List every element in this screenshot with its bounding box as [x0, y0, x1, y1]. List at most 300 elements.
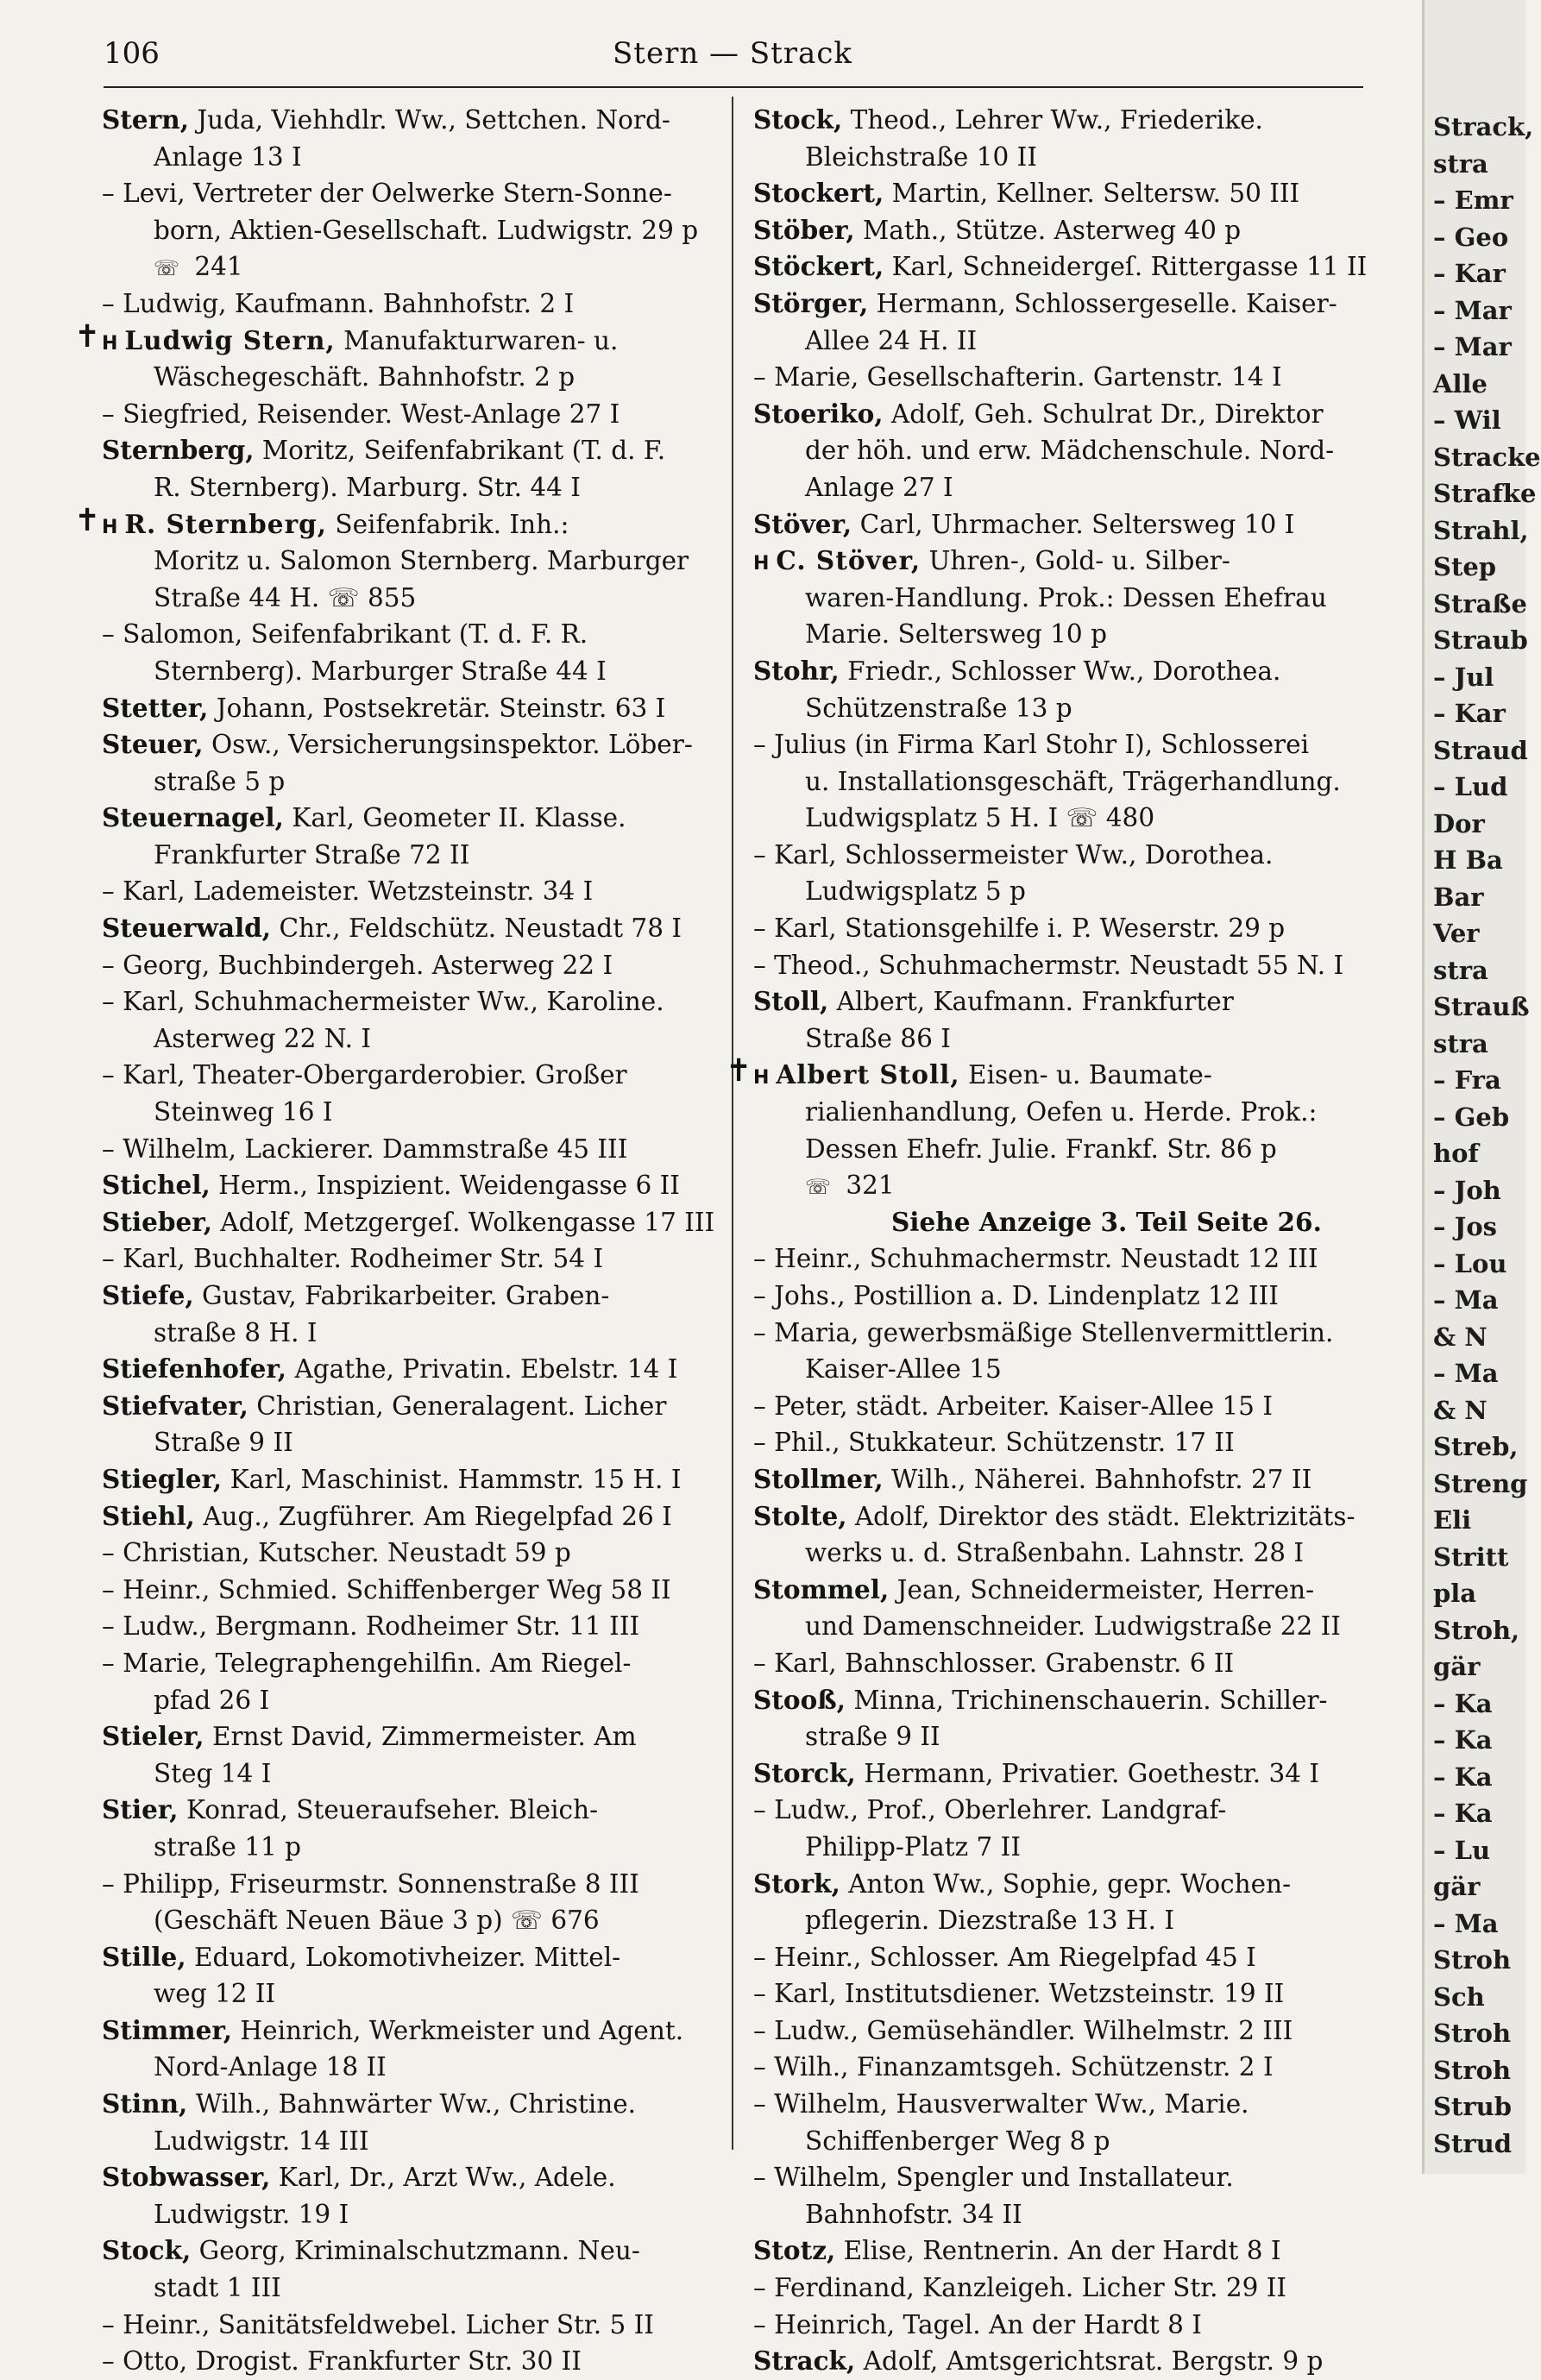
entry-text: Ernst David, Zimmermeister. Am	[204, 1722, 637, 1752]
register-mark: H	[753, 553, 770, 575]
gutter-fragment: hof	[1433, 1139, 1479, 1168]
entry-text: – Wilhelm, Hausverwalter Ww., Marie.	[753, 2089, 1249, 2119]
directory-entry-line	[102, 543, 725, 580]
entry-text: pfad 26 I	[154, 1685, 270, 1715]
directory-entry-line	[102, 359, 725, 396]
entry-text: weg 12 II	[154, 1979, 276, 2009]
directory-entry-line	[753, 1572, 1357, 1609]
directory-entry-line	[753, 1094, 1357, 1131]
gutter-fragment: – Jul	[1433, 662, 1494, 692]
entry-surname: Steuernagel,	[102, 802, 284, 833]
gutter-fragment: & N	[1433, 1322, 1488, 1352]
entry-text: Anlage 27 I	[805, 472, 953, 502]
directory-entry-line	[753, 2013, 1357, 2050]
entry-text: – Peter, städt. Arbeiter. Kaiser-Allee 15 I	[753, 1391, 1273, 1421]
entry-text: – Karl, Theater-Obergarderobier. Großer	[102, 1060, 627, 1090]
entry-text: Herm., Inspizient. Weidengasse 6 II	[210, 1171, 680, 1201]
entry-surname: Stöckert,	[753, 251, 884, 282]
directory-entry-line	[753, 653, 1357, 690]
entry-text: Friedr., Schlosser Ww., Dorothea.	[839, 656, 1281, 686]
directory-entry-line	[102, 1498, 725, 1535]
entry-text: – Georg, Buchbindergeh. Asterweg 22 I	[102, 950, 613, 980]
entry-text: Aug., Zugführer. Am Riegelpfad 26 I	[194, 1501, 672, 1531]
entry-surname: Stiehl,	[102, 1500, 195, 1531]
entry-text: Bleichstraße 10 II	[805, 141, 1037, 172]
entry-text: – Phil., Stukkateur. Schützenstr. 17 II	[753, 1428, 1235, 1458]
entry-text: werks u. d. Straßenbahn. Lahnstr. 28 I	[805, 1538, 1305, 1568]
directory-entry-line	[753, 763, 1357, 801]
directory-entry-line	[102, 2307, 725, 2344]
directory-entry-line	[753, 1939, 1357, 1976]
directory-entry-line	[753, 2343, 1357, 2380]
register-mark: H	[102, 332, 118, 355]
directory-entry-line	[102, 1645, 725, 1682]
directory-entry-line	[753, 580, 1357, 617]
directory-entry-line	[753, 1755, 1357, 1793]
entry-surname: Stock,	[102, 2235, 192, 2266]
directory-entry-line	[102, 1792, 725, 1829]
directory-entry-line	[753, 2270, 1357, 2307]
entry-surname: Stinn,	[102, 2088, 188, 2119]
gutter-fragment: – Wil	[1433, 405, 1501, 435]
entry-text: R. Sternberg). Marburg. Str. 44 I	[154, 472, 581, 502]
gutter-fragment: – Ka	[1433, 1725, 1493, 1755]
entry-text: Steg 14 I	[154, 1758, 272, 1788]
entry-surname: Stöber,	[753, 214, 855, 245]
entry-text: Jean, Schneidermeister, Herren-	[889, 1574, 1315, 1604]
column-divider	[732, 97, 733, 2150]
directory-entry-line	[102, 432, 725, 469]
directory-entry-line	[753, 323, 1357, 360]
gutter-fragment: Bar	[1433, 882, 1484, 912]
gutter-fragment: Stroh	[1433, 2019, 1512, 2048]
directory-entry-line	[102, 983, 725, 1020]
entry-surname: Stockert,	[753, 178, 884, 209]
directory-entry-line	[102, 1131, 725, 1168]
gutter-fragment: gär	[1433, 1652, 1481, 1681]
directory-entry-line	[753, 139, 1357, 176]
gutter-fragment: stra	[1433, 955, 1488, 985]
entry-text: Karl, Maschinist. Hammstr. 15 H. I	[222, 1464, 682, 1494]
entry-surname: Steuerwald,	[102, 913, 272, 944]
telephone-icon: ☏	[805, 1175, 832, 1200]
directory-entry-line	[102, 1424, 725, 1461]
gutter-fragment: Straße	[1433, 588, 1527, 619]
entry-surname: Stimmer,	[102, 2014, 233, 2045]
entry-text: – Ferdinand, Kanzleigeh. Licher Str. 29 II	[753, 2273, 1287, 2303]
gutter-fragment: – Kar	[1433, 259, 1506, 288]
entry-text: Allee 24 H. II	[805, 325, 978, 355]
entry-text: Agathe, Privatin. Ebelstr. 14 I	[286, 1354, 678, 1385]
directory-entry-line	[753, 1278, 1357, 1315]
directory-entry-line	[102, 616, 725, 653]
entry-text: Gustav, Fabrikarbeiter. Graben-	[193, 1281, 610, 1310]
entry-text: u. Installationsgeschäft, Trägerhandlung.	[805, 766, 1341, 796]
directory-entry-line	[753, 726, 1357, 763]
entry-surname: Stolte,	[753, 1500, 847, 1531]
entry-surname: Stiefvater,	[102, 1390, 248, 1421]
entry-text: Minna, Trichinenschauerin. Schiller-	[845, 1685, 1328, 1715]
directory-entry-line	[102, 1094, 725, 1131]
gutter-fragment: Strud	[1433, 2128, 1512, 2158]
directory-entry-line	[753, 102, 1357, 139]
entry-text: Nord-Anlage 18 II	[154, 2052, 387, 2082]
directory-entry-line	[753, 2232, 1357, 2270]
running-head: Stern — Strack	[613, 36, 852, 71]
directory-entry-line	[726, 1053, 1357, 1094]
entry-text: – Heinr., Sanitätsfeldwebel. Licher Str. 5 II	[102, 2309, 654, 2339]
entry-text: Seifenfabrik. Inh.:	[327, 509, 569, 539]
directory-entry-line	[102, 873, 725, 910]
directory-entry-line	[102, 690, 725, 727]
gutter-fragment: Straud	[1433, 735, 1528, 765]
entry-text: Moritz, Seifenfabrikant (T. d. F.	[254, 436, 666, 466]
entry-text: – Christian, Kutscher. Neustadt 59 p	[102, 1538, 571, 1568]
entry-surname: Sternberg,	[102, 435, 255, 466]
gutter-fragment: Streng	[1433, 1468, 1528, 1498]
directory-entry-line	[753, 1866, 1357, 1903]
gutter-fragment: Strub	[1433, 2092, 1512, 2121]
gutter-fragment: Strafke	[1433, 479, 1537, 508]
directory-entry-line	[753, 1461, 1357, 1498]
entry-text: Ludwigsplatz 5 p	[805, 876, 1026, 907]
gutter-fragment: pla	[1433, 1579, 1477, 1608]
directory-entry-line	[102, 2196, 725, 2233]
directory-entry-line	[102, 2232, 725, 2270]
gutter-fragment: Step	[1433, 552, 1497, 581]
directory-entry-line	[102, 1020, 725, 1058]
entry-text: – Karl, Lademeister. Wetzsteinstr. 34 I	[102, 876, 594, 907]
directory-entry-line	[753, 1682, 1357, 1719]
entry-surname: Stieber,	[102, 1206, 212, 1237]
directory-entry-line	[102, 580, 725, 617]
entry-text: Eisen- u. Baumate-	[959, 1060, 1212, 1090]
entry-text: Christian, Generalagent. Licher	[248, 1391, 667, 1421]
directory-entry-line	[102, 175, 725, 212]
entry-text: – Karl, Stationsgehilfe i. P. Weserstr. 29 p	[753, 914, 1286, 944]
directory-entry-line	[102, 837, 725, 874]
directory-entry-line	[102, 2086, 725, 2123]
entry-text: – Ludw., Bergmann. Rodheimer Str. 11 III	[102, 1611, 640, 1642]
entry-text: Konrad, Steueraufseher. Bleich-	[178, 1795, 599, 1825]
directory-entry-line	[102, 2013, 725, 2050]
entry-text: Elise, Rentnerin. An der Hardt 8 I	[835, 2236, 1281, 2266]
directory-entry-line	[102, 1535, 725, 1572]
entry-text: 321	[838, 1171, 895, 1201]
gutter-fragment: – Ka	[1433, 1688, 1493, 1718]
pen-cross-mark: ✝	[74, 502, 101, 538]
entry-surname: Stohr,	[753, 655, 840, 686]
directory-entry-line	[753, 396, 1357, 433]
entry-surname: Stier,	[102, 1794, 179, 1825]
entry-surname: Stommel,	[753, 1573, 890, 1604]
entry-surname: Stork,	[753, 1868, 840, 1899]
entry-surname: Storck,	[753, 1757, 856, 1788]
entry-text: Anlage 13 I	[154, 141, 302, 172]
entry-text: Adolf, Amtsgerichtsrat. Bergstr. 9 p	[855, 2346, 1324, 2377]
entry-text: Theod., Lehrer Ww., Friederike.	[842, 105, 1263, 135]
directory-entry-line	[753, 1829, 1357, 1866]
entry-surname: Stiefe,	[102, 1280, 194, 1310]
entry-surname: Stotz,	[753, 2235, 836, 2266]
gutter-fragment: – Mar	[1433, 295, 1512, 325]
register-mark: H	[102, 516, 118, 538]
entry-text: – Wilhelm, Lackierer. Dammstraße 45 III	[102, 1133, 628, 1164]
entry-text: pflegerin. Diezstraße 13 H. I	[805, 1906, 1175, 1936]
directory-entry-line	[753, 1718, 1357, 1755]
left-column	[74, 102, 725, 2380]
directory-entry-line	[102, 910, 725, 947]
directory-entry-line	[102, 1315, 725, 1352]
entry-text: – Johs., Postillion a. D. Lindenplatz 12 III	[753, 1281, 1279, 1310]
entry-text: Steinweg 16 I	[154, 1097, 333, 1127]
directory-entry-line	[102, 1057, 725, 1094]
gutter-fragment: – Ma	[1433, 1908, 1499, 1938]
directory-entry-line	[753, 1020, 1357, 1058]
entry-text: Ludwigsplatz 5 H. I ☏ 480	[805, 803, 1155, 833]
directory-entry-line	[753, 2307, 1357, 2344]
entry-text: – Salomon, Seifenfabrikant (T. d. F. R.	[102, 619, 588, 650]
entry-text: – Theod., Schuhmachermstr. Neustadt 55 N. I	[753, 950, 1344, 980]
directory-entry-line	[102, 653, 725, 690]
entry-text: Martin, Kellner. Seltersw. 50 III	[884, 179, 1300, 209]
directory-entry-line	[102, 212, 725, 249]
directory-entry-line	[753, 1204, 1357, 1241]
gutter-fragment: Stritt	[1433, 1542, 1509, 1572]
gutter-fragment: & N	[1433, 1395, 1488, 1425]
entry-text: Math., Stütze. Asterweg 40 p	[854, 215, 1242, 245]
gutter-fragment: – Emr	[1433, 185, 1513, 215]
entry-text: Hermann, Schlossergeselle. Kaiser-	[868, 288, 1337, 318]
entry-surname: Stock,	[753, 104, 843, 135]
entry-text: Frankfurter Straße 72 II	[154, 839, 470, 870]
entry-text: Sternberg). Marburger Straße 44 I	[154, 656, 607, 686]
entry-surname: Stiegler,	[102, 1463, 223, 1494]
entry-text: 241	[186, 252, 243, 282]
entry-surname: Stetter,	[102, 692, 209, 723]
directory-entry-line	[102, 248, 725, 286]
directory-entry-line	[753, 248, 1368, 286]
directory-entry-line	[102, 2049, 725, 2086]
directory-entry-line	[753, 983, 1357, 1020]
entry-surname: Stern,	[102, 104, 189, 135]
gutter-fragment: Alle	[1433, 368, 1488, 399]
entry-text: Bahnhofstr. 34 II	[805, 2199, 1022, 2229]
gutter-fragment: – Fra	[1433, 1065, 1501, 1095]
entry-text: Ludwigstr. 19 I	[154, 2199, 349, 2229]
gutter-fragment: – Ma	[1433, 1285, 1499, 1315]
gutter-fragment: Ver	[1433, 919, 1480, 948]
directory-entry-line	[102, 1608, 725, 1645]
entry-text: Juda, Viehhdlr. Ww., Settchen. Nord-	[188, 105, 670, 135]
directory-entry-line	[753, 506, 1357, 543]
entry-surname: Stille,	[102, 1941, 186, 1972]
entry-text: – Karl, Schuhmachermeister Ww., Karoline.	[102, 987, 664, 1017]
entry-text: Ludwigstr. 14 III	[154, 2126, 369, 2156]
entry-text: und Damenschneider. Ludwigstraße 22 II	[805, 1611, 1341, 1642]
directory-entry-line	[753, 2049, 1357, 2086]
entry-text: Osw., Versicherungsinspektor. Löber-	[203, 730, 693, 760]
firm-name: Albert Stoll,	[776, 1059, 960, 1090]
gutter-fragment: – Jos	[1433, 1212, 1497, 1241]
directory-entry-line	[102, 2343, 725, 2380]
page-number: 106	[104, 36, 160, 71]
entry-text: Karl, Geometer II. Klasse.	[283, 803, 626, 833]
telephone-icon: ☏	[154, 256, 180, 281]
entry-text: Uhren-, Gold- u. Silber-	[921, 546, 1230, 576]
firm-name: Ludwig Stern,	[124, 324, 336, 355]
directory-entry-line	[753, 469, 1357, 506]
entry-text: – Heinr., Schmied. Schiffenberger Weg 58 II	[102, 1574, 671, 1604]
next-page-gutter	[1422, 0, 1541, 2174]
directory-entry-line	[753, 837, 1357, 874]
entry-text: Adolf, Metzgergeſ. Wolkengasse 17 III	[211, 1207, 715, 1237]
directory-entry-line	[753, 212, 1357, 249]
entry-surname: Stoll,	[753, 986, 829, 1017]
directory-entry-line	[102, 1278, 725, 1315]
directory-entry-line	[102, 763, 725, 801]
directory-entry-line	[753, 910, 1357, 947]
directory-entry-line	[753, 1902, 1357, 1939]
entry-text: rialienhandlung, Oefen u. Herde. Prok.:	[805, 1097, 1318, 1127]
entry-surname: Stichel,	[102, 1170, 211, 1201]
firm-name: R. Sternberg,	[124, 508, 328, 539]
entry-text: Kaiser-Allee 15	[805, 1354, 1002, 1385]
gutter-fragment: – Kar	[1433, 699, 1506, 728]
entry-text: – Wilhelm, Spengler und Installateur.	[753, 2163, 1234, 2193]
directory-entry-line	[753, 616, 1357, 653]
directory-entry-line	[753, 1792, 1357, 1829]
directory-entry-line	[753, 1351, 1357, 1388]
entry-text: – Heinrich, Tagel. An der Hardt 8 I	[753, 2309, 1202, 2339]
directory-entry-line	[753, 1424, 1357, 1461]
entry-text: Heinrich, Werkmeister und Agent.	[232, 2015, 684, 2045]
entry-text: Philipp-Platz 7 II	[805, 1831, 1021, 1862]
entry-text: Carl, Uhrmacher. Seltersweg 10 I	[852, 509, 1295, 539]
directory-entry-line	[102, 2270, 725, 2307]
entry-text: Siehe Anzeige 3. Teil Seite 26.	[891, 1206, 1322, 1237]
directory-entry-line	[753, 432, 1357, 469]
page-header	[104, 36, 1363, 79]
directory-entry-line	[102, 1939, 725, 1976]
directory-entry-line	[102, 1902, 725, 1939]
entry-text: – Heinr., Schuhmachermstr. Neustadt 12 III	[753, 1244, 1318, 1274]
entry-surname: Störger,	[753, 287, 869, 318]
entry-text: Wilh., Näherei. Bahnhofstr. 27 II	[883, 1464, 1312, 1494]
directory-entry-line	[753, 1645, 1357, 1682]
entry-text: Chr., Feldschütz. Neustadt 78 I	[271, 914, 682, 944]
directory-entry-line	[102, 800, 725, 837]
gutter-fragment: Stroh,	[1433, 1615, 1520, 1645]
gutter-fragment: Straub	[1433, 625, 1528, 655]
gutter-fragment: – Lou	[1433, 1248, 1507, 1278]
entry-text: Hermann, Privatier. Goethestr. 34 I	[855, 1758, 1320, 1788]
entry-text: Adolf, Geh. Schulrat Dr., Direktor	[883, 399, 1324, 429]
entry-text: – Marie, Gesellschafterin. Gartenstr. 14 I	[753, 362, 1282, 392]
directory-entry-line	[102, 1755, 725, 1793]
directory-entry-line	[753, 690, 1357, 727]
directory-entry-line	[102, 726, 725, 763]
directory-entry-line	[102, 1975, 725, 2013]
directory-entry-line	[753, 1975, 1357, 2013]
directory-entry-line	[102, 396, 725, 433]
entry-text: Wilh., Bahnwärter Ww., Christine.	[187, 2089, 637, 2119]
entry-surname: Stollmer,	[753, 1463, 884, 1494]
directory-entry-line	[74, 502, 725, 543]
gutter-fragment: – Geo	[1433, 222, 1509, 252]
entry-text: Johann, Postsekretär. Steinstr. 63 I	[208, 693, 666, 723]
entry-text: waren-Handlung. Prok.: Dessen Ehefrau	[805, 582, 1327, 612]
directory-entry-line	[102, 1351, 725, 1388]
entry-text: Straße 44 H. ☏ 855	[154, 582, 417, 612]
entry-text: straße 8 H. I	[154, 1317, 318, 1347]
entry-text: Schützenstraße 13 p	[805, 693, 1072, 723]
entry-text: Straße 9 II	[154, 1428, 293, 1458]
entry-surname: Stieler,	[102, 1721, 204, 1752]
entry-surname: Stoeriko,	[753, 398, 884, 429]
right-column	[726, 102, 1368, 2380]
directory-entry-line	[74, 318, 725, 360]
entry-text: – Heinr., Schlosser. Am Riegelpfad 45 I	[753, 1942, 1256, 1972]
directory-entry-line	[102, 2159, 725, 2196]
entry-text: Adolf, Direktor des städt. Elektrizitäts-	[846, 1501, 1355, 1531]
gutter-fragment: Strauß	[1433, 992, 1530, 1021]
gutter-fragment: H Ba	[1433, 845, 1503, 875]
pen-cross-mark: ✝	[726, 1053, 752, 1090]
gutter-fragment: Stroh	[1433, 1945, 1512, 1975]
directory-entry-line	[753, 1535, 1357, 1572]
entry-text: straße 9 II	[805, 1722, 940, 1752]
directory-entry-line	[753, 543, 1357, 580]
entry-surname: Strack,	[753, 2345, 856, 2377]
entry-text: – Julius (in Firma Karl Stohr I), Schlosserei	[753, 730, 1310, 760]
gutter-fragment: gär	[1433, 1872, 1481, 1901]
directory-entry-line	[753, 800, 1357, 837]
directory-entry-line	[753, 175, 1357, 212]
entry-text: – Siegfried, Reisender. West-Anlage 27 I	[102, 399, 620, 429]
directory-entry-line	[753, 873, 1357, 910]
directory-entry-line	[753, 1315, 1357, 1352]
entry-text: Asterweg 22 N. I	[154, 1023, 372, 1053]
entry-text: Manufakturwaren- u.	[335, 325, 619, 355]
directory-entry-line	[753, 2086, 1357, 2123]
directory-entry-line	[753, 1608, 1357, 1645]
directory-entry-line	[102, 947, 725, 984]
gutter-fragment: Streb,	[1433, 1432, 1519, 1461]
directory-entry-line	[102, 1461, 725, 1498]
entry-text: – Karl, Institutsdiener. Wetzsteinstr. 19 II	[753, 1979, 1285, 2009]
directory-entry-line	[102, 1388, 725, 1425]
directory-entry-line	[102, 102, 725, 139]
directory-entry-line	[102, 286, 725, 323]
gutter-fragment: Dor	[1433, 808, 1485, 838]
gutter-fragment: – Lud	[1433, 772, 1508, 801]
directory-entry-line	[753, 2196, 1357, 2233]
entry-text: – Ludw., Gemüsehändler. Wilhelmstr. 2 III	[753, 2015, 1293, 2045]
gutter-fragment: Sch	[1433, 1981, 1485, 2012]
entry-text: Eduard, Lokomotivheizer. Mittel-	[186, 1942, 621, 1972]
entry-text: – Levi, Vertreter der Oelwerke Stern-Sonne-	[102, 179, 672, 209]
entry-text: – Ludwig, Kaufmann. Bahnhofstr. 2 I	[102, 288, 575, 318]
entry-text: Karl, Schneidergeſ. Rittergasse 11 II	[884, 252, 1368, 282]
directory-entry-line	[753, 2159, 1357, 2196]
gutter-fragment: – Ma	[1433, 1359, 1499, 1388]
gutter-fragment: Stroh	[1433, 2055, 1512, 2085]
entry-text: – Marie, Telegraphengehilfin. Am Riegel-	[102, 1648, 632, 1678]
gutter-fragment: stra	[1433, 1028, 1488, 1058]
directory-entry-line	[102, 469, 725, 506]
entry-text: born, Aktien-Gesellschaft. Ludwigstr. 29 p	[154, 215, 699, 245]
